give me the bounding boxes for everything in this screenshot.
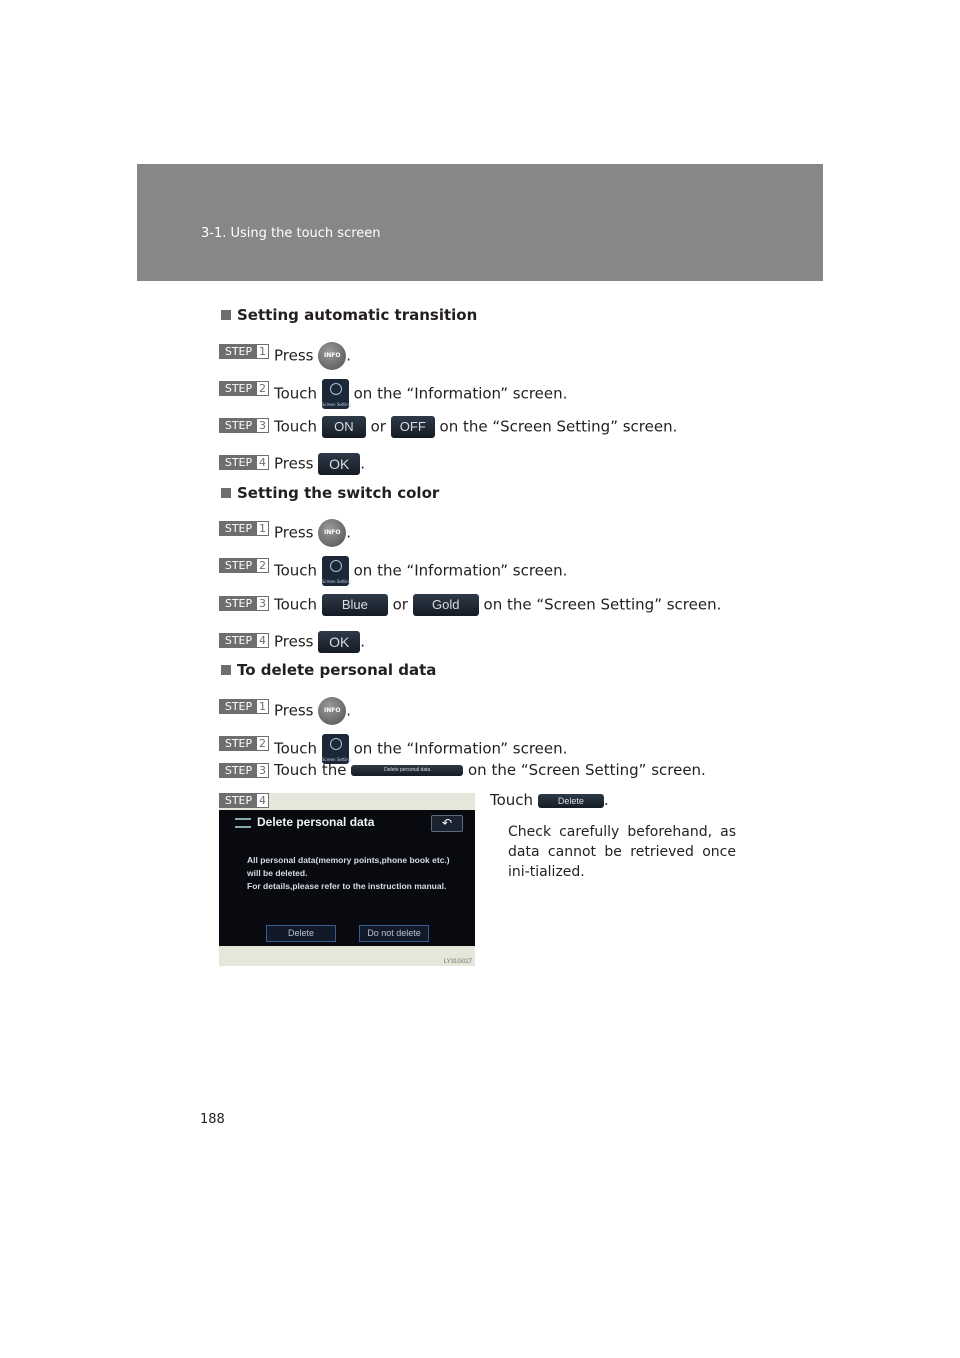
step-text: Press INFO . — [274, 519, 351, 547]
step-text: Touch the Delete personal data on the “Screen Setting” screen. — [274, 761, 706, 779]
on-button-icon: ON — [322, 416, 366, 438]
step-text: Press OK . — [274, 631, 365, 653]
screen-title: Delete personal data — [257, 815, 375, 829]
section-heading: Setting the switch color — [221, 484, 439, 502]
step-text: Touch ON or OFF on the “Screen Setting” screen. — [274, 416, 677, 438]
breadcrumb: 3-1. Using the touch screen — [201, 226, 381, 241]
step-text: Touch Delete . — [490, 791, 609, 809]
step-text: Press INFO . — [274, 342, 351, 370]
step-text: Touch Screen Setting on the “Information” screen. — [274, 734, 567, 764]
step-badge: STEP 2 — [219, 558, 269, 573]
info-button-icon: INFO — [318, 342, 346, 370]
step-badge: STEP 1 — [219, 699, 269, 714]
delete-button-icon: Delete — [538, 794, 604, 808]
step-badge: STEP 3 — [219, 763, 269, 778]
step-text: Press OK . — [274, 453, 365, 475]
step-badge: STEP 3 — [219, 596, 269, 611]
screen-setting-icon: Screen Setting — [322, 734, 349, 764]
screenshot-delete-personal-data — [219, 793, 475, 966]
step-badge: STEP 1 — [219, 344, 269, 359]
screen-setting-icon: Screen Setting — [322, 556, 349, 586]
ok-button-icon: OK — [318, 453, 360, 475]
info-button-icon: INFO — [318, 697, 346, 725]
step-text: Press INFO . — [274, 697, 351, 725]
display-panel — [219, 810, 475, 946]
page-number: 188 — [200, 1112, 225, 1127]
step-text: Touch Screen Setting on the “Information” screen. — [274, 556, 567, 586]
do-not-delete-button: Do not delete — [359, 925, 429, 942]
screen-header — [235, 815, 463, 831]
off-button-icon: OFF — [391, 416, 435, 438]
blue-button-icon: Blue — [322, 594, 388, 616]
image-code: LY31G027 — [443, 959, 472, 965]
step-badge: STEP 4 — [219, 793, 269, 808]
back-arrow-icon: ↶ — [431, 815, 463, 832]
step-badge: STEP 4 — [219, 455, 269, 470]
step-badge: STEP 3 — [219, 418, 269, 433]
list-icon — [235, 818, 251, 828]
step-badge: STEP 1 — [219, 521, 269, 536]
step-text: Touch Blue or Gold on the “Screen Setting” screen. — [274, 594, 721, 616]
ok-button-icon: OK — [318, 631, 360, 653]
gold-button-icon: Gold — [413, 594, 479, 616]
chapter-header — [137, 164, 823, 281]
section-heading: Setting automatic transition — [221, 306, 477, 324]
step-badge: STEP 2 — [219, 736, 269, 751]
step-badge: STEP 4 — [219, 633, 269, 648]
caution-note: Check carefully beforehand, as data cannot be retrieved once ini-tialized. — [508, 824, 736, 880]
delete-personal-data-button-icon: Delete personal data — [351, 765, 463, 776]
screen-setting-icon: Screen Setting — [322, 379, 349, 409]
delete-button: Delete — [266, 925, 336, 942]
info-button-icon: INFO — [318, 519, 346, 547]
confirmation-message: All personal data(memory points,phone book etc.) will be deleted. For details,please refer to the instruction manual. — [247, 855, 450, 891]
step-badge: STEP 2 — [219, 381, 269, 396]
section-heading: To delete personal data — [221, 661, 436, 679]
step-text: Touch Screen Setting on the “Information” screen. — [274, 379, 567, 409]
